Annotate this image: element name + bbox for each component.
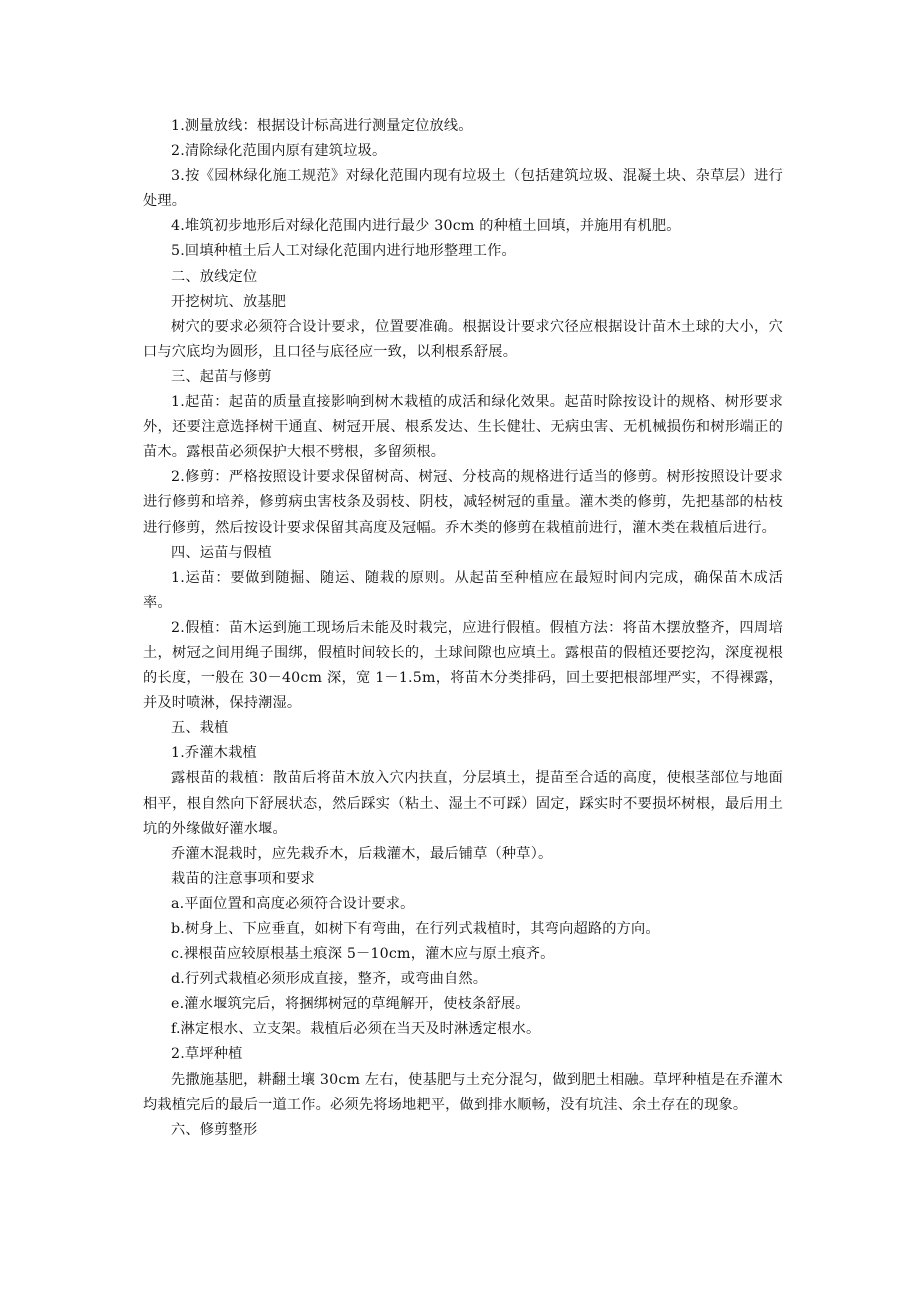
paragraph-backfill: 4.堆筑初步地形后对绿化范围内进行最少 30cm 的种植土回填，并施用有机肥。 [171,218,681,235]
list-item-e: e.灌水堰筑完后，将捆绑树冠的草绳解开，使枝条舒展。 [171,996,530,1013]
subheading-pits: 开挖树坑、放基肥 [171,293,287,310]
paragraph-clear-waste: 2.清除绿化范围内原有建筑垃圾。 [171,143,387,160]
section-heading-planting: 五、栽植 [171,720,229,737]
section-heading-transport: 四、运苗与假植 [171,544,272,561]
paragraph-heeling-in: 2.假植：苗木运到施工现场后未能及时栽完，应进行假植。假植方法：将苗木摆放整齐，四周培土，树冠之间用绳子围绑，假植时间较长的，土球间隙也应填土。露根苗的假植还要挖沟，深度视根的长度，一般在 30－40cm 深，宽 1－1.5m，将苗木分类排码，回土要把根部埋严实，不得裸露，并及时喷淋，保持潮湿。 [143,619,783,712]
subheading-notes: 栽苗的注意事项和要求 [171,870,315,887]
paragraph-terrain: 5.回填种植土后人工对绿化范围内进行地形整理工作。 [171,243,516,260]
list-item-b: b.树身上、下应垂直，如树下有弯曲，在行列式栽植时，其弯向超路的方向。 [171,921,660,937]
paragraph-pit-requirements: 树穴的要求必须符合设计要求，位置要准确。根据设计要求穴径应根据设计苗木土球的大小，穴口与穴底均为圆形，且口径与底径应一致，以利根系舒展。 [143,318,783,360]
paragraph-survey: 1.测量放线：根据设计标高进行测量定位放线。 [171,118,473,134]
section-heading-trimming: 六、修剪整形 [171,1121,258,1138]
paragraph-bare-root: 露根苗的栽植：散苗后将苗木放入穴内扶直，分层填土，提苗至合适的高度，使根茎部位与地面相平，根自然向下舒展状态，然后踩实（粘土、湿土不可踩）固定，踩实时不要损坏树根，最后用土坑的外缘做好灌水堰。 [143,770,783,837]
list-item-c: c.裸根苗应较原根基土痕深 5－10cm，灌木应与原土痕齐。 [171,946,555,963]
paragraph-transport: 1.运苗：要做到随掘、随运、随栽的原则。从起苗至种植应在最短时间内完成，确保苗木成活率。 [143,569,783,611]
subheading-tree-shrub: 1.乔灌木栽植 [171,745,257,762]
paragraph-garbage-soil: 3.按《园林绿化施工规范》对绿化范围内现有垃圾土（包括建筑垃圾、混凝土块、杂草层）进行处理。 [143,168,783,210]
paragraph-lawn: 先撒施基肥，耕翻土壤 30cm 左右，使基肥与土充分混匀，做到肥土相融。草坪种植是在乔灌木均栽植完后的最后一道工作。必须先将场地耙平，做到排水顺畅，没有坑洼、余土存在的现象。 [143,1071,783,1113]
document-body [143,114,783,1143]
list-item-a: a.平面位置和高度必须符合设计要求。 [171,895,415,912]
list-item-f: f.淋定根水、立支架。栽植后必须在当天及时淋透定根水。 [171,1021,541,1038]
section-heading-lifting: 三、起苗与修剪 [171,368,272,385]
paragraph-mixed-planting: 乔灌木混栽时，应先栽乔木，后栽灌木，最后铺草（种草）。 [171,845,553,862]
list-item-d: d.行列式栽植必须形成直接，整齐，或弯曲自然。 [171,971,488,988]
paragraph-lifting: 1.起苗：起苗的质量直接影响到树木栽植的成活和绿化效果。起苗时除按设计的规格、树形要求外，还要注意选择树干通直、树冠开展、根系发达、生长健壮、无病虫害、无机械损伤和树形端正的苗木。露根苗必须保护大根不劈根，多留须根。 [143,394,783,461]
paragraph-pruning: 2.修剪：严格按照设计要求保留树高、树冠、分枝高的规格进行适当的修剪。树形按照设计要求进行修剪和培养，修剪病虫害枝条及弱枝、阴枝，减轻树冠的重量。灌木类的修剪，先把基部的枯枝进行修剪，然后按设计要求保留其高度及冠幅。乔木类的修剪在栽植前进行，灌木类在栽植后进行。 [143,469,783,536]
subheading-lawn: 2.草坪种植 [171,1046,243,1063]
section-heading-layout: 二、放线定位 [171,268,258,285]
